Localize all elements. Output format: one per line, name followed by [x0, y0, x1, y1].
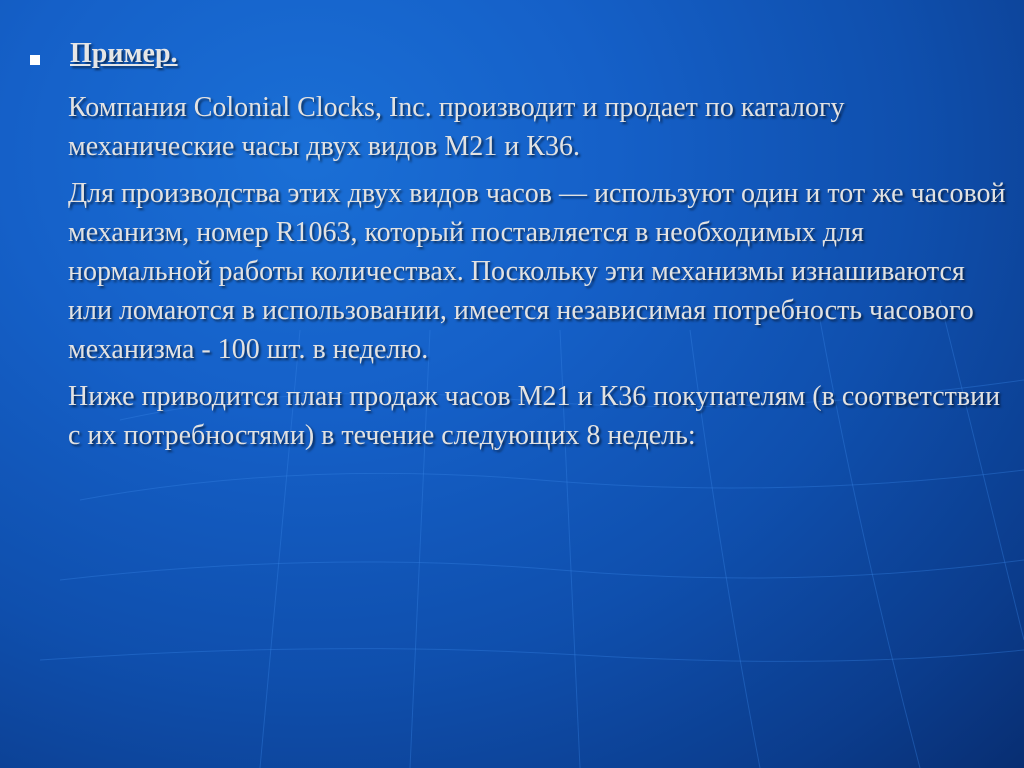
- bullet-square-icon: [30, 55, 40, 65]
- paragraph-intro: Компания Colonial Clocks, Inc. производит и продает по каталогу механические часы двух видов М21 и К36.: [68, 92, 845, 162]
- slide-body: [68, 88, 1014, 463]
- paragraph-plan: Ниже приводится план продаж часов М21 и К36 покупателям (в соответствии с их потребностями) в течение следующих 8 недель:: [68, 381, 1001, 451]
- paragraph-mechanism: Для производства этих двух видов часов — используют один и тот же часовой механизм, номер R1063, который поставляется в необходимых для нормальной работы количествах. Поскольку эти механизмы изнашиваются или ломаются в использовании, имеется независимая потребность часового механизма - 100 шт. в неделю.: [68, 178, 1006, 365]
- slide-heading: Пример.: [70, 38, 178, 69]
